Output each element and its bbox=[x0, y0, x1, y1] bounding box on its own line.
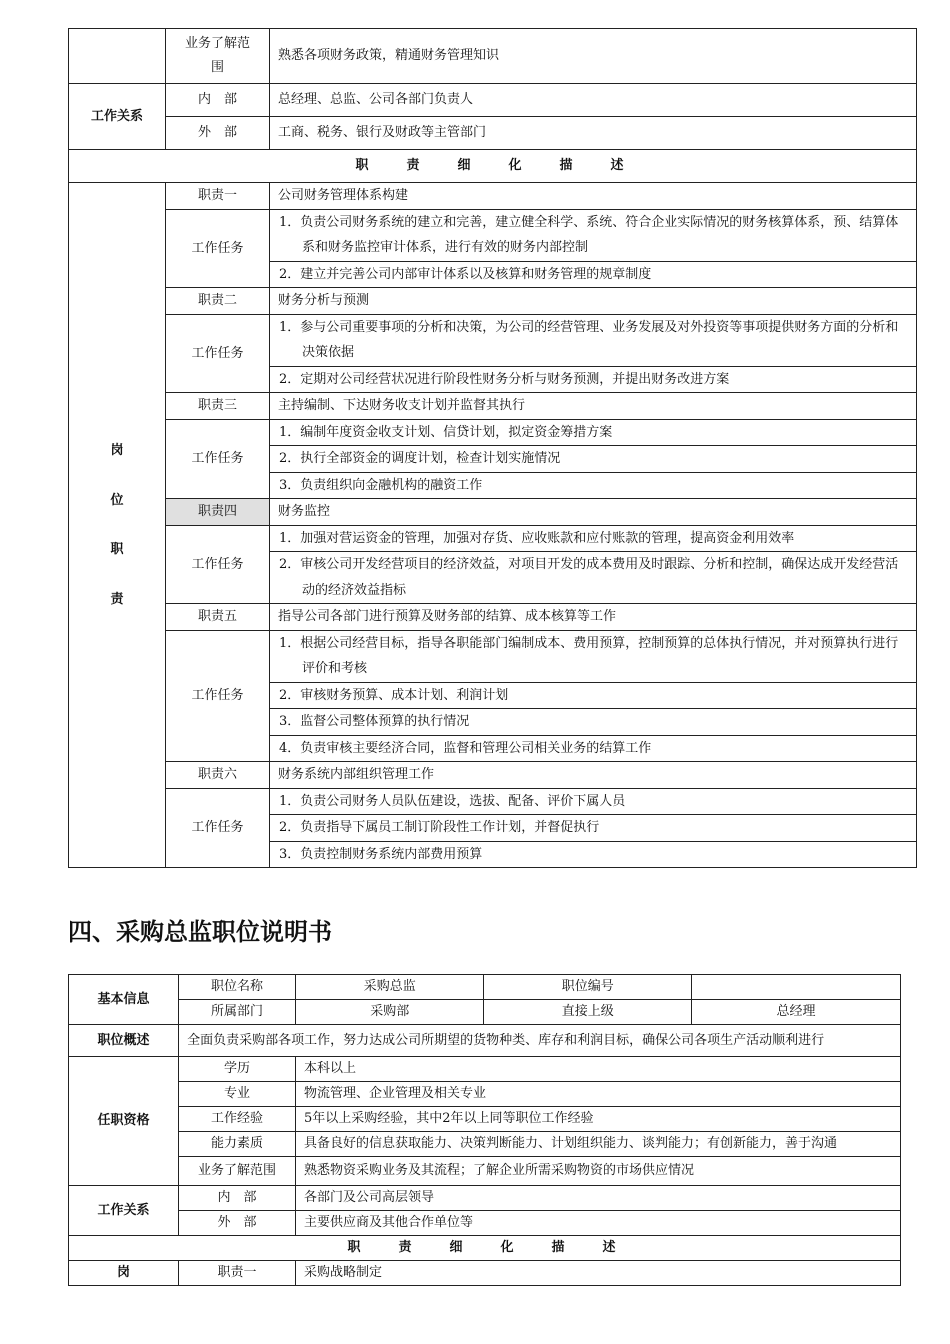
scope-label: 业务了解范围 bbox=[166, 29, 270, 84]
education-value: 本科以上 bbox=[296, 1057, 901, 1082]
task-item: 3．负责组织向金融机构的融资工作 bbox=[270, 472, 917, 499]
scope-value: 熟悉物资采购业务及其流程；了解企业所需采购物资的市场供应情况 bbox=[296, 1157, 901, 1186]
task-item: 4．负责审核主要经济合同，监督和管理公司相关业务的结算工作 bbox=[270, 735, 917, 762]
task-item: 3．负责控制财务系统内部费用预算 bbox=[270, 841, 917, 868]
scope-label: 业务了解范围 bbox=[179, 1157, 296, 1186]
task-item: 1．负责公司财务系统的建立和完善，建立健全科学、系统、符合企业实际情况的财务核算体系，预、结算体系和财务监控审计体系，进行有效的财务内部控制 bbox=[270, 209, 917, 261]
ability-label: 能力素质 bbox=[179, 1132, 296, 1157]
duty-header-char: 责 bbox=[406, 158, 426, 174]
task-label: 工作任务 bbox=[166, 525, 270, 604]
external-value: 工商、税务、银行及财政等主管部门 bbox=[270, 117, 917, 150]
duty-label: 职责二 bbox=[166, 288, 270, 315]
superior-value: 总经理 bbox=[692, 1000, 901, 1025]
duty-header-char: 述 bbox=[602, 1240, 622, 1255]
duty-header-char: 描 bbox=[551, 1240, 571, 1255]
duty-label: 职责一 bbox=[166, 183, 270, 210]
side-label-char: 位 bbox=[110, 492, 124, 508]
duty-label: 职责一 bbox=[179, 1261, 296, 1286]
task-label: 工作任务 bbox=[166, 630, 270, 762]
duty-label: 职责五 bbox=[166, 604, 270, 631]
relations-label: 工作关系 bbox=[69, 1186, 179, 1236]
table-row bbox=[69, 788, 917, 815]
table-row bbox=[69, 29, 917, 84]
table-row bbox=[69, 1057, 901, 1082]
duty-title: 采购战略制定 bbox=[296, 1261, 901, 1286]
blank-cell bbox=[69, 29, 166, 84]
side-label: 岗 bbox=[69, 1261, 179, 1286]
task-item: 2．负责指导下属员工制订阶段性工作计划，并督促执行 bbox=[270, 815, 917, 842]
position-name-value: 采购总监 bbox=[296, 975, 484, 1000]
task-item: 1．编制年度资金收支计划、信贷计划，拟定资金筹措方案 bbox=[270, 419, 917, 446]
basic-info-label: 基本信息 bbox=[69, 975, 179, 1025]
task-item: 2．建立并完善公司内部审计体系以及核算和财务管理的规章制度 bbox=[270, 261, 917, 288]
task-item: 1．加强对营运资金的管理，加强对存货、应收账款和应付账款的管理，提高资金利用效率 bbox=[270, 525, 917, 552]
table-row bbox=[69, 604, 917, 631]
department-value: 采购部 bbox=[296, 1000, 484, 1025]
task-item: 1．参与公司重要事项的分析和决策，为公司的经营管理、业务发展及对外投资等事项提供财务方面的分析和决策依据 bbox=[270, 314, 917, 366]
external-value: 主要供应商及其他合作单位等 bbox=[296, 1211, 901, 1236]
table-row bbox=[69, 1186, 901, 1211]
duty-title: 财务分析与预测 bbox=[270, 288, 917, 315]
finance-director-duty-table bbox=[68, 28, 917, 868]
table-row bbox=[69, 393, 917, 420]
duty-title: 公司财务管理体系构建 bbox=[270, 183, 917, 210]
purchasing-director-table bbox=[68, 974, 901, 1286]
experience-value: 5年以上采购经验，其中2年以上同等职位工作经验 bbox=[296, 1107, 901, 1132]
position-code-value bbox=[692, 975, 901, 1000]
overview-value: 全面负责采购部各项工作，努力达成公司所期望的货物种类、库存和利润目标，确保公司各项生产活动顺利进行 bbox=[179, 1025, 901, 1057]
duty-header bbox=[69, 150, 917, 183]
duty-header-char: 细 bbox=[449, 1240, 469, 1255]
table-row bbox=[69, 1000, 901, 1025]
scope-value: 熟悉各项财务政策，精通财务管理知识 bbox=[270, 29, 917, 84]
side-label-char: 职 bbox=[110, 542, 124, 557]
duty-label: 职责三 bbox=[166, 393, 270, 420]
external-label: 外 部 bbox=[179, 1211, 296, 1236]
duty-title: 指导公司各部门进行预算及财务部的结算、成本核算等工作 bbox=[270, 604, 917, 631]
task-item: 3．监督公司整体预算的执行情况 bbox=[270, 709, 917, 736]
table-row bbox=[69, 975, 901, 1000]
duty-title: 主持编制、下达财务收支计划并监督其执行 bbox=[270, 393, 917, 420]
table-row bbox=[69, 314, 917, 366]
duty-title: 财务监控 bbox=[270, 499, 917, 526]
side-label bbox=[69, 183, 166, 868]
duty-header-char: 职 bbox=[355, 158, 375, 174]
table-row bbox=[69, 1236, 901, 1261]
table-row bbox=[69, 499, 917, 526]
task-label: 工作任务 bbox=[166, 419, 270, 499]
section-title: 四、采购总监职位说明书 bbox=[68, 918, 332, 946]
task-label: 工作任务 bbox=[166, 788, 270, 868]
task-item: 1．负责公司财务人员队伍建设，选拔、配备、评价下属人员 bbox=[270, 788, 917, 815]
internal-label: 内 部 bbox=[179, 1186, 296, 1211]
major-label: 专业 bbox=[179, 1082, 296, 1107]
table-row bbox=[69, 1132, 901, 1157]
table-row bbox=[69, 1025, 901, 1057]
internal-value: 各部门及公司高层领导 bbox=[296, 1186, 901, 1211]
duty-header-char: 描 bbox=[559, 158, 579, 174]
relations-label: 工作关系 bbox=[69, 84, 166, 150]
task-label: 工作任务 bbox=[166, 209, 270, 288]
duty-header-char: 化 bbox=[500, 1240, 520, 1255]
table-row bbox=[69, 1211, 901, 1236]
task-item: 2．定期对公司经营状况进行阶段性财务分析与财务预测，并提出财务改进方案 bbox=[270, 366, 917, 393]
table-row bbox=[69, 419, 917, 446]
duty-header-char: 述 bbox=[610, 158, 630, 174]
task-item: 1．根据公司经营目标，指导各职能部门编制成本、费用预算，控制预算的总体执行情况，并对预算执行进行评价和考核 bbox=[270, 630, 917, 682]
duty-header-char: 化 bbox=[508, 158, 528, 174]
task-item: 2．审核公司开发经营项目的经济效益，对项目开发的成本费用及时跟踪、分析和控制，确保达成开发经营活动的经济效益指标 bbox=[270, 552, 917, 604]
table-row bbox=[69, 1082, 901, 1107]
external-label: 外 部 bbox=[166, 117, 270, 150]
superior-label: 直接上级 bbox=[484, 1000, 692, 1025]
position-code-label: 职位编号 bbox=[484, 975, 692, 1000]
duty-header-char: 职 bbox=[347, 1240, 367, 1255]
duty-header-char: 责 bbox=[398, 1240, 418, 1255]
experience-label: 工作经验 bbox=[179, 1107, 296, 1132]
duty-header bbox=[69, 1236, 901, 1261]
duty-header-char: 细 bbox=[457, 158, 477, 174]
education-label: 学历 bbox=[179, 1057, 296, 1082]
task-label: 工作任务 bbox=[166, 314, 270, 393]
position-name-label: 职位名称 bbox=[179, 975, 296, 1000]
major-value: 物流管理、企业管理及相关专业 bbox=[296, 1082, 901, 1107]
table-row bbox=[69, 525, 917, 552]
duty-label: 职责六 bbox=[166, 762, 270, 789]
table-row bbox=[69, 630, 917, 682]
duty-label: 职责四 bbox=[166, 499, 270, 526]
table-row bbox=[69, 762, 917, 789]
department-label: 所属部门 bbox=[179, 1000, 296, 1025]
duty-title: 财务系统内部组织管理工作 bbox=[270, 762, 917, 789]
table-row bbox=[69, 117, 917, 150]
task-item: 2．审核财务预算、成本计划、利润计划 bbox=[270, 682, 917, 709]
table-row bbox=[69, 1261, 901, 1286]
overview-label: 职位概述 bbox=[69, 1025, 179, 1057]
table-row bbox=[69, 150, 917, 183]
table-row bbox=[69, 84, 917, 117]
side-label-char: 岗 bbox=[110, 443, 124, 458]
internal-label: 内 部 bbox=[166, 84, 270, 117]
table-row bbox=[69, 209, 917, 261]
internal-value: 总经理、总监、公司各部门负责人 bbox=[270, 84, 917, 117]
side-label-char: 责 bbox=[110, 591, 124, 607]
table-row bbox=[69, 1107, 901, 1132]
table-row bbox=[69, 183, 917, 210]
ability-value: 具备良好的信息获取能力、决策判断能力、计划组织能力、谈判能力；有创新能力，善于沟通 bbox=[296, 1132, 901, 1157]
qualification-label: 任职资格 bbox=[69, 1057, 179, 1186]
task-item: 2．执行全部资金的调度计划，检查计划实施情况 bbox=[270, 446, 917, 473]
table-row bbox=[69, 288, 917, 315]
table-row bbox=[69, 1157, 901, 1186]
